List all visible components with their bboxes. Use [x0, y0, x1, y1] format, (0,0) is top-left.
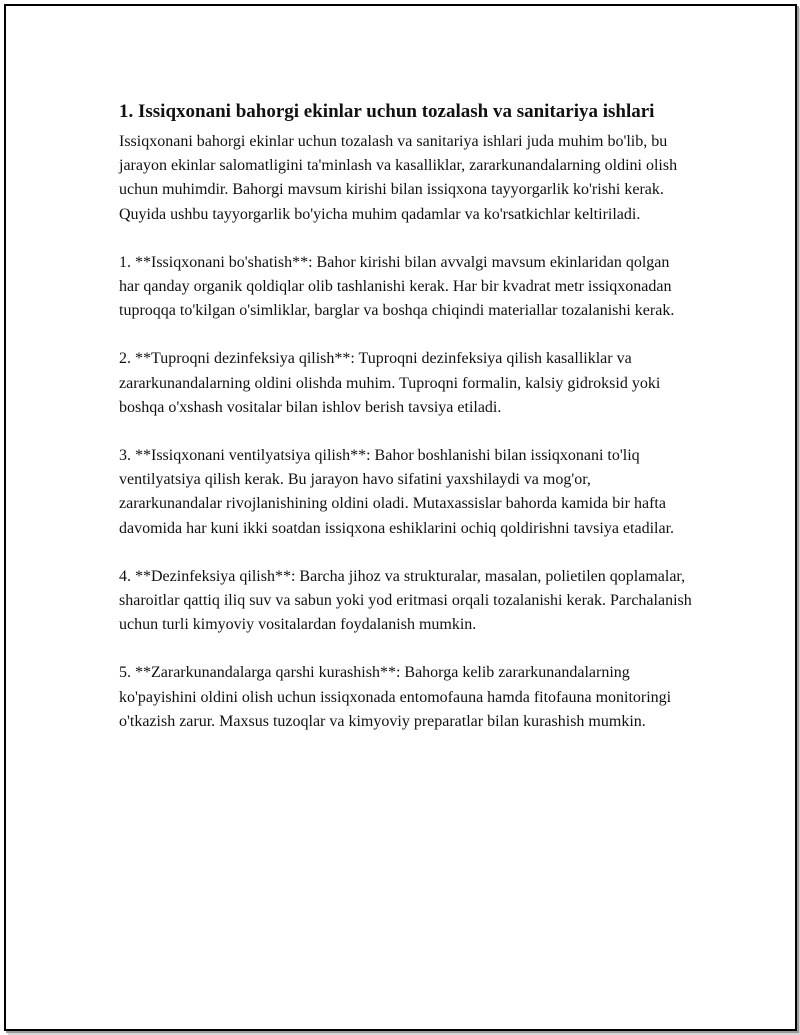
page-frame	[4, 4, 797, 1031]
list-item: 1. **Issiqxonani bo'shatish**: Bahor kirishi bilan avvalgi mavsum ekinlaridan qolgan har qanday organik qoldiqlar olib tashlanishi kerak. Har bir kvadrat metr issiqxonadan tuproqqa to'kilgan o'simliklar, barglar va boshqa chiqindi materiallar tozalanishi kerak.	[119, 253, 675, 320]
list-item: 3. **Issiqxonani ventilyatsiya qilish**: Bahor boshlanishi bilan issiqxonani to'liq ventilyatsiya qilish kerak. Bu jarayon havo sifatini yaxshilaydi va mog'or, zararkunandalar rivojlanishining oldini oladi. Mutaxassislar bahorda kamida bir hafta davomida har kuni ikki soatdan issiqxona eshiklarini ochiq qoldirishni tavsiya etadilar.	[119, 447, 675, 537]
list-item: 5. **Zararkunandalarga qarshi kurashish**: Bahorga kelib zararkunandalarning ko'payishini oldini olish uchun issiqxonada entomofauna hamda fitofauna monitoringi o'tkazish zarur. Maxsus tuzoqlar va kimyoviy preparatlar bilan kurashish mumkin.	[119, 664, 672, 730]
list-item: 2. **Tuproqni dezinfeksiya qilish**: Tuproqni dezinfeksiya qilish kasalliklar va zararkunandalarning oldini olishda muhim. Tuproqni formalin, kalsiy gidroksid yoki boshqa o'xshash vositalar bilan ishlov berish tavsiya etiladi.	[119, 350, 661, 416]
document-title: 1. Issiqxonani bahorgi ekinlar uchun tozalash va sanitariya ishlari	[119, 101, 655, 122]
document-body	[119, 98, 693, 758]
intro-paragraph: Issiqxonani bahorgi ekinlar uchun tozalash va sanitariya ishlari juda muhim bo'lib, bu jarayon ekinlar salomatligini ta'minlash va kasalliklar, zararkunandalarning oldini olish uchun muhimdir. Bahorgi mavsum kirishi bilan issiqxona tayyorgarlik ko'rishi kerak. Quyida ushbu tayyorgarlik bo'yicha muhim qadamlar va ko'rsatkichlar keltiriladi.	[119, 133, 678, 223]
list-item: 4. **Dezinfeksiya qilish**: Barcha jihoz va strukturalar, masalan, polietilen qoplamalar, sharoitlar qattiq iliq suv va sabun yoki yod eritmasi orqali tozalanishi kerak. Parchalanish uchun turli kimyoviy vositalardan foydalanish mumkin.	[119, 567, 692, 634]
